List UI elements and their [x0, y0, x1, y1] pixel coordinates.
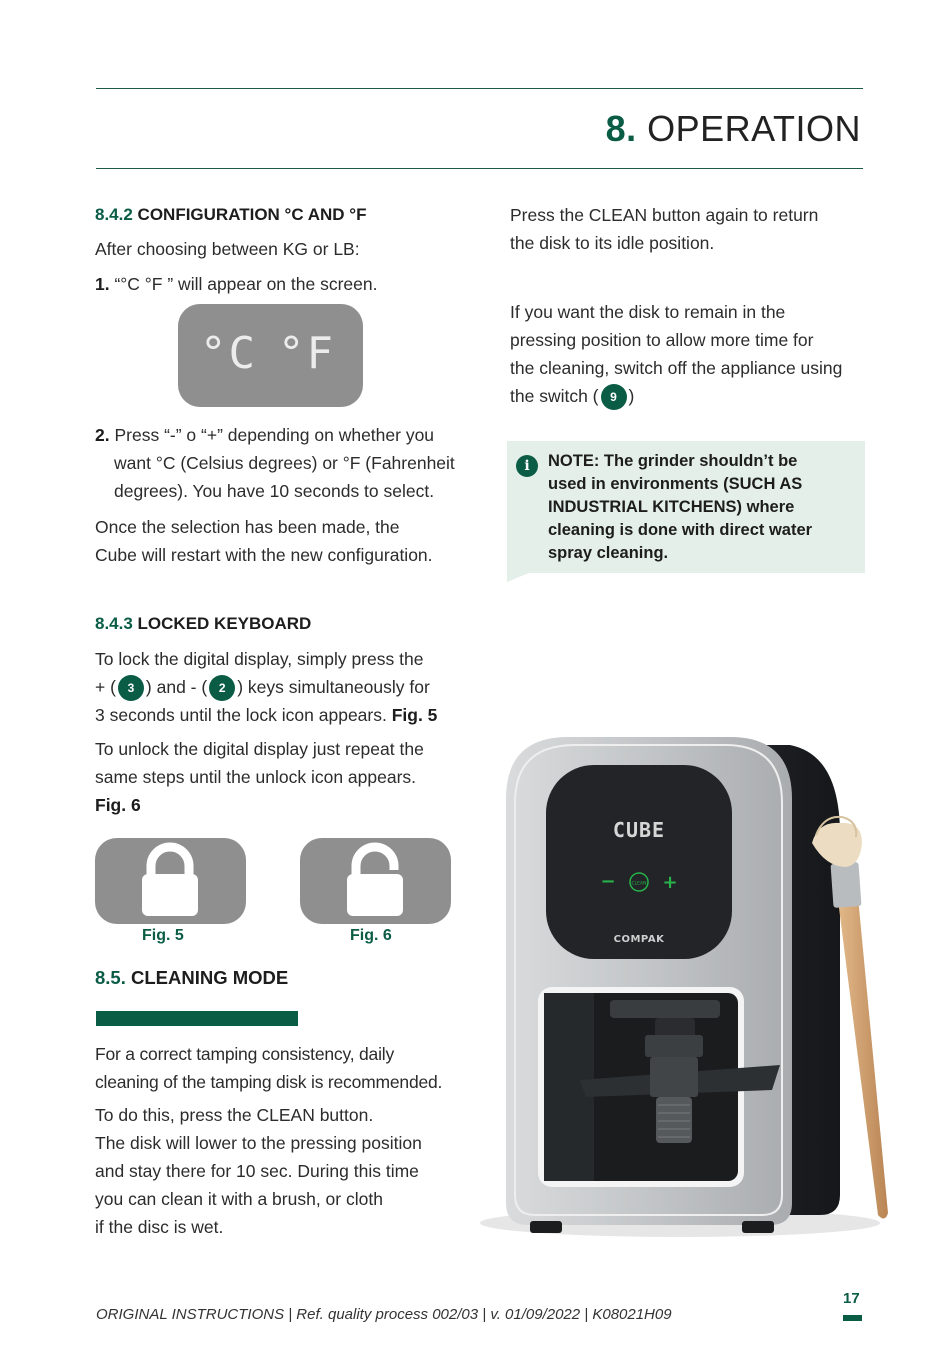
badge-plus-key: 3: [118, 675, 144, 701]
fig6-unlock-panel: [300, 838, 451, 924]
right-paragraph-1: Press the CLEAN button again to return the disk to its idle position.: [510, 205, 819, 253]
fig5-lock-panel: [95, 838, 246, 924]
header-bottom-rule: [96, 168, 863, 169]
locked-paragraph-2: To unlock the digital display just repeat the same steps until the unlock icon appears. Fig. 6: [95, 739, 424, 815]
top-rule: [96, 88, 863, 89]
temperature-display-figure: [178, 304, 363, 407]
product-screen-text: CUBE: [612, 818, 666, 842]
locked-heading: 8.4.3 LOCKED KEYBOARD: [95, 614, 312, 633]
svg-text:+: +: [662, 872, 678, 893]
badge-switch: 9: [601, 384, 627, 410]
config-step-1: 1. “°C °F ” will appear on the screen.: [95, 274, 378, 294]
product-brand: COMPAK: [613, 934, 665, 945]
config-step-2: 2. Press “-” o “+” depending on whether you want °C (Celsius degrees) or °F (Fahrenheit degrees). You have 10 seconds to select.: [95, 425, 455, 501]
footer-text: ORIGINAL INSTRUCTIONS | Ref. quality process 002/03 | v. 01/09/2022 | K08021H09: [96, 1306, 672, 1323]
cleaning-heading: 8.5. CLEANING MODE: [95, 967, 289, 988]
cube-tamper-product-image: [480, 725, 920, 1245]
locked-paragraph-1: To lock the digital display, simply press the + ( 3 ) and - ( 2 ) keys simultaneously for 3 seconds until the lock icon appears. Fig. 5: [95, 649, 438, 726]
cleaning-paragraph-2: To do this, press the CLEAN button. The disk will lower to the pressing position and stay there for 10 sec. During this time you can clean it with a brush, or cloth if the disc is wet.: [95, 1105, 422, 1237]
page-title: [606, 108, 861, 150]
cleaning-accent-bar: [96, 1011, 298, 1026]
right-paragraph-2: If you want the disk to remain in the pressing position to allow more time for the cleaning, switch off the appliance using the switch ( 9 ): [510, 298, 870, 410]
note-box-tail: [507, 572, 531, 582]
display-celsius: °C: [200, 328, 257, 379]
page-number-bar: [843, 1315, 862, 1321]
page-number: 17: [843, 1290, 860, 1307]
fig6-label: Fig. 6: [350, 927, 392, 944]
note-text: NOTE: The grinder shouldn’t be used in environments (SUCH AS INDUSTRIAL KITCHENS) where cleaning is done with direct water spray cleaning.: [548, 452, 813, 562]
lock-open-icon: [300, 838, 451, 924]
config-after: Once the selection has been made, the Cube will restart with the new configuration.: [95, 517, 433, 565]
config-heading: 8.4.2 CONFIGURATION °C AND °F: [95, 205, 367, 224]
info-icon: i: [516, 455, 538, 477]
fig5-label: Fig. 5: [142, 927, 184, 944]
page-title-text: OPERATION: [647, 108, 861, 149]
svg-text:−: −: [600, 871, 616, 892]
display-fahrenheit: °F: [278, 328, 335, 379]
page-title-number: 8.: [605, 108, 637, 149]
svg-text:CLEAN: CLEAN: [631, 881, 647, 887]
lock-closed-icon: [95, 838, 246, 924]
cleaning-paragraph-1: For a correct tamping consistency, daily cleaning of the tamping disk is recommended.: [95, 1044, 443, 1092]
config-intro: After choosing between KG or LB:: [95, 239, 360, 259]
badge-minus-key: 2: [209, 675, 235, 701]
